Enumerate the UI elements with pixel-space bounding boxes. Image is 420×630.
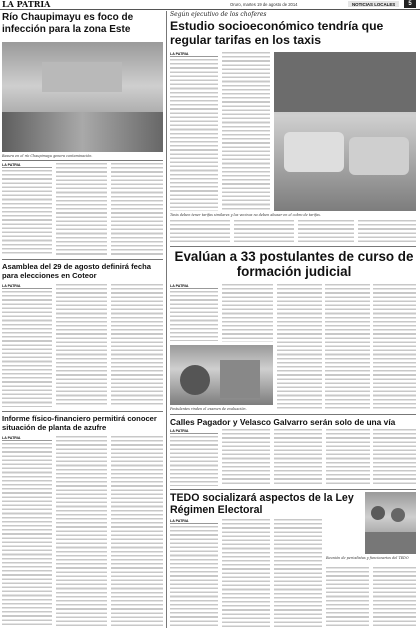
newspaper-logo: LA PATRIA [2, 0, 51, 9]
tedo-body-col3 [274, 519, 322, 627]
calles-body-col5 [373, 429, 416, 486]
taxis-byline: LA PATRIA [170, 52, 218, 57]
rio-caption: Basura en el río Chaupimayu genera contaminación. [2, 154, 93, 158]
calles-body-col2 [222, 429, 270, 486]
judicial-body-col3 [277, 284, 322, 411]
taxis-kicker: Según ejecutivo de los choferes [170, 11, 267, 18]
rio-byline: LA PATRIA [2, 163, 52, 168]
judicial-byline: LA PATRIA [170, 284, 218, 289]
section-label: NOTICIAS LOCALES [348, 1, 399, 7]
taxis-body-col3 [170, 220, 230, 242]
judicial-body-col2 [222, 284, 273, 342]
asamblea-body-col3 [111, 284, 163, 407]
taxis-body-col1 [170, 59, 218, 211]
judicial-body-col4 [325, 284, 370, 411]
asamblea-byline: LA PATRIA [2, 284, 52, 289]
tedo-headline: TEDO socializará aspectos de la Ley Régimen Electoral [170, 492, 354, 516]
river-photo [2, 42, 163, 152]
tedo-byline: LA PATRIA [170, 519, 218, 524]
taxi-photo [274, 52, 416, 211]
tedo-body-col1 [170, 526, 218, 627]
taxis-body-col2 [222, 52, 270, 211]
rio-body-col1 [2, 170, 52, 256]
exam-photo [170, 345, 273, 405]
rio-body-col3 [111, 163, 163, 256]
asamblea-body-col2 [56, 284, 107, 407]
taxis-body-col5 [298, 220, 354, 242]
judicial-body-col1 [170, 291, 218, 341]
page-number: 5 [404, 0, 416, 8]
tedo-body-col2 [222, 519, 270, 627]
tedo-body-col4 [326, 567, 369, 627]
asamblea-body-col1 [2, 291, 52, 407]
calles-byline: LA PATRIA [170, 429, 218, 434]
calles-body-col4 [326, 429, 370, 486]
judicial-headline: Evalúan a 33 postulantes de curso de formación judicial [174, 249, 414, 279]
taxis-headline: Estudio socioeconómico tendría que regular tarifas en los taxis [170, 19, 384, 47]
taxis-body-col6 [358, 220, 416, 242]
informe-body-col3 [111, 436, 163, 627]
tedo-body-col5 [373, 567, 416, 627]
taxis-caption: Taxis deben tener tarifas similares y los vecinos no deben abusar en el cobro de tarifas. [170, 213, 321, 217]
taxis-body-col4 [234, 220, 294, 242]
issue-date: Oruro, martes 19 de agosto de 2014 [230, 2, 298, 7]
informe-body-col1 [2, 443, 52, 627]
tedo-photo [365, 492, 416, 554]
informe-headline: Informe físico-financiero permitirá conocer situación de planta de azufre [2, 414, 157, 433]
calles-body-col3 [274, 429, 322, 486]
rio-body-col2 [56, 163, 107, 256]
informe-body-col2 [56, 436, 107, 627]
judicial-caption: Postulantes rinden el examen de evaluación. [170, 407, 247, 411]
masthead [0, 0, 420, 10]
tedo-caption: Reunión de periodistas y funcionarios del TEDO [326, 556, 409, 560]
calles-headline: Calles Pagador y Velasco Galvarro serán solo de una vía [170, 417, 396, 427]
rio-headline: Río Chaupimayu es foco de infección para la zona Este [2, 12, 134, 35]
calles-body-col1 [170, 436, 218, 486]
asamblea-headline: Asamblea del 29 de agosto definirá fecha para elecciones en Coteor [2, 262, 151, 281]
informe-byline: LA PATRIA [2, 436, 52, 441]
judicial-body-col5 [373, 284, 416, 411]
